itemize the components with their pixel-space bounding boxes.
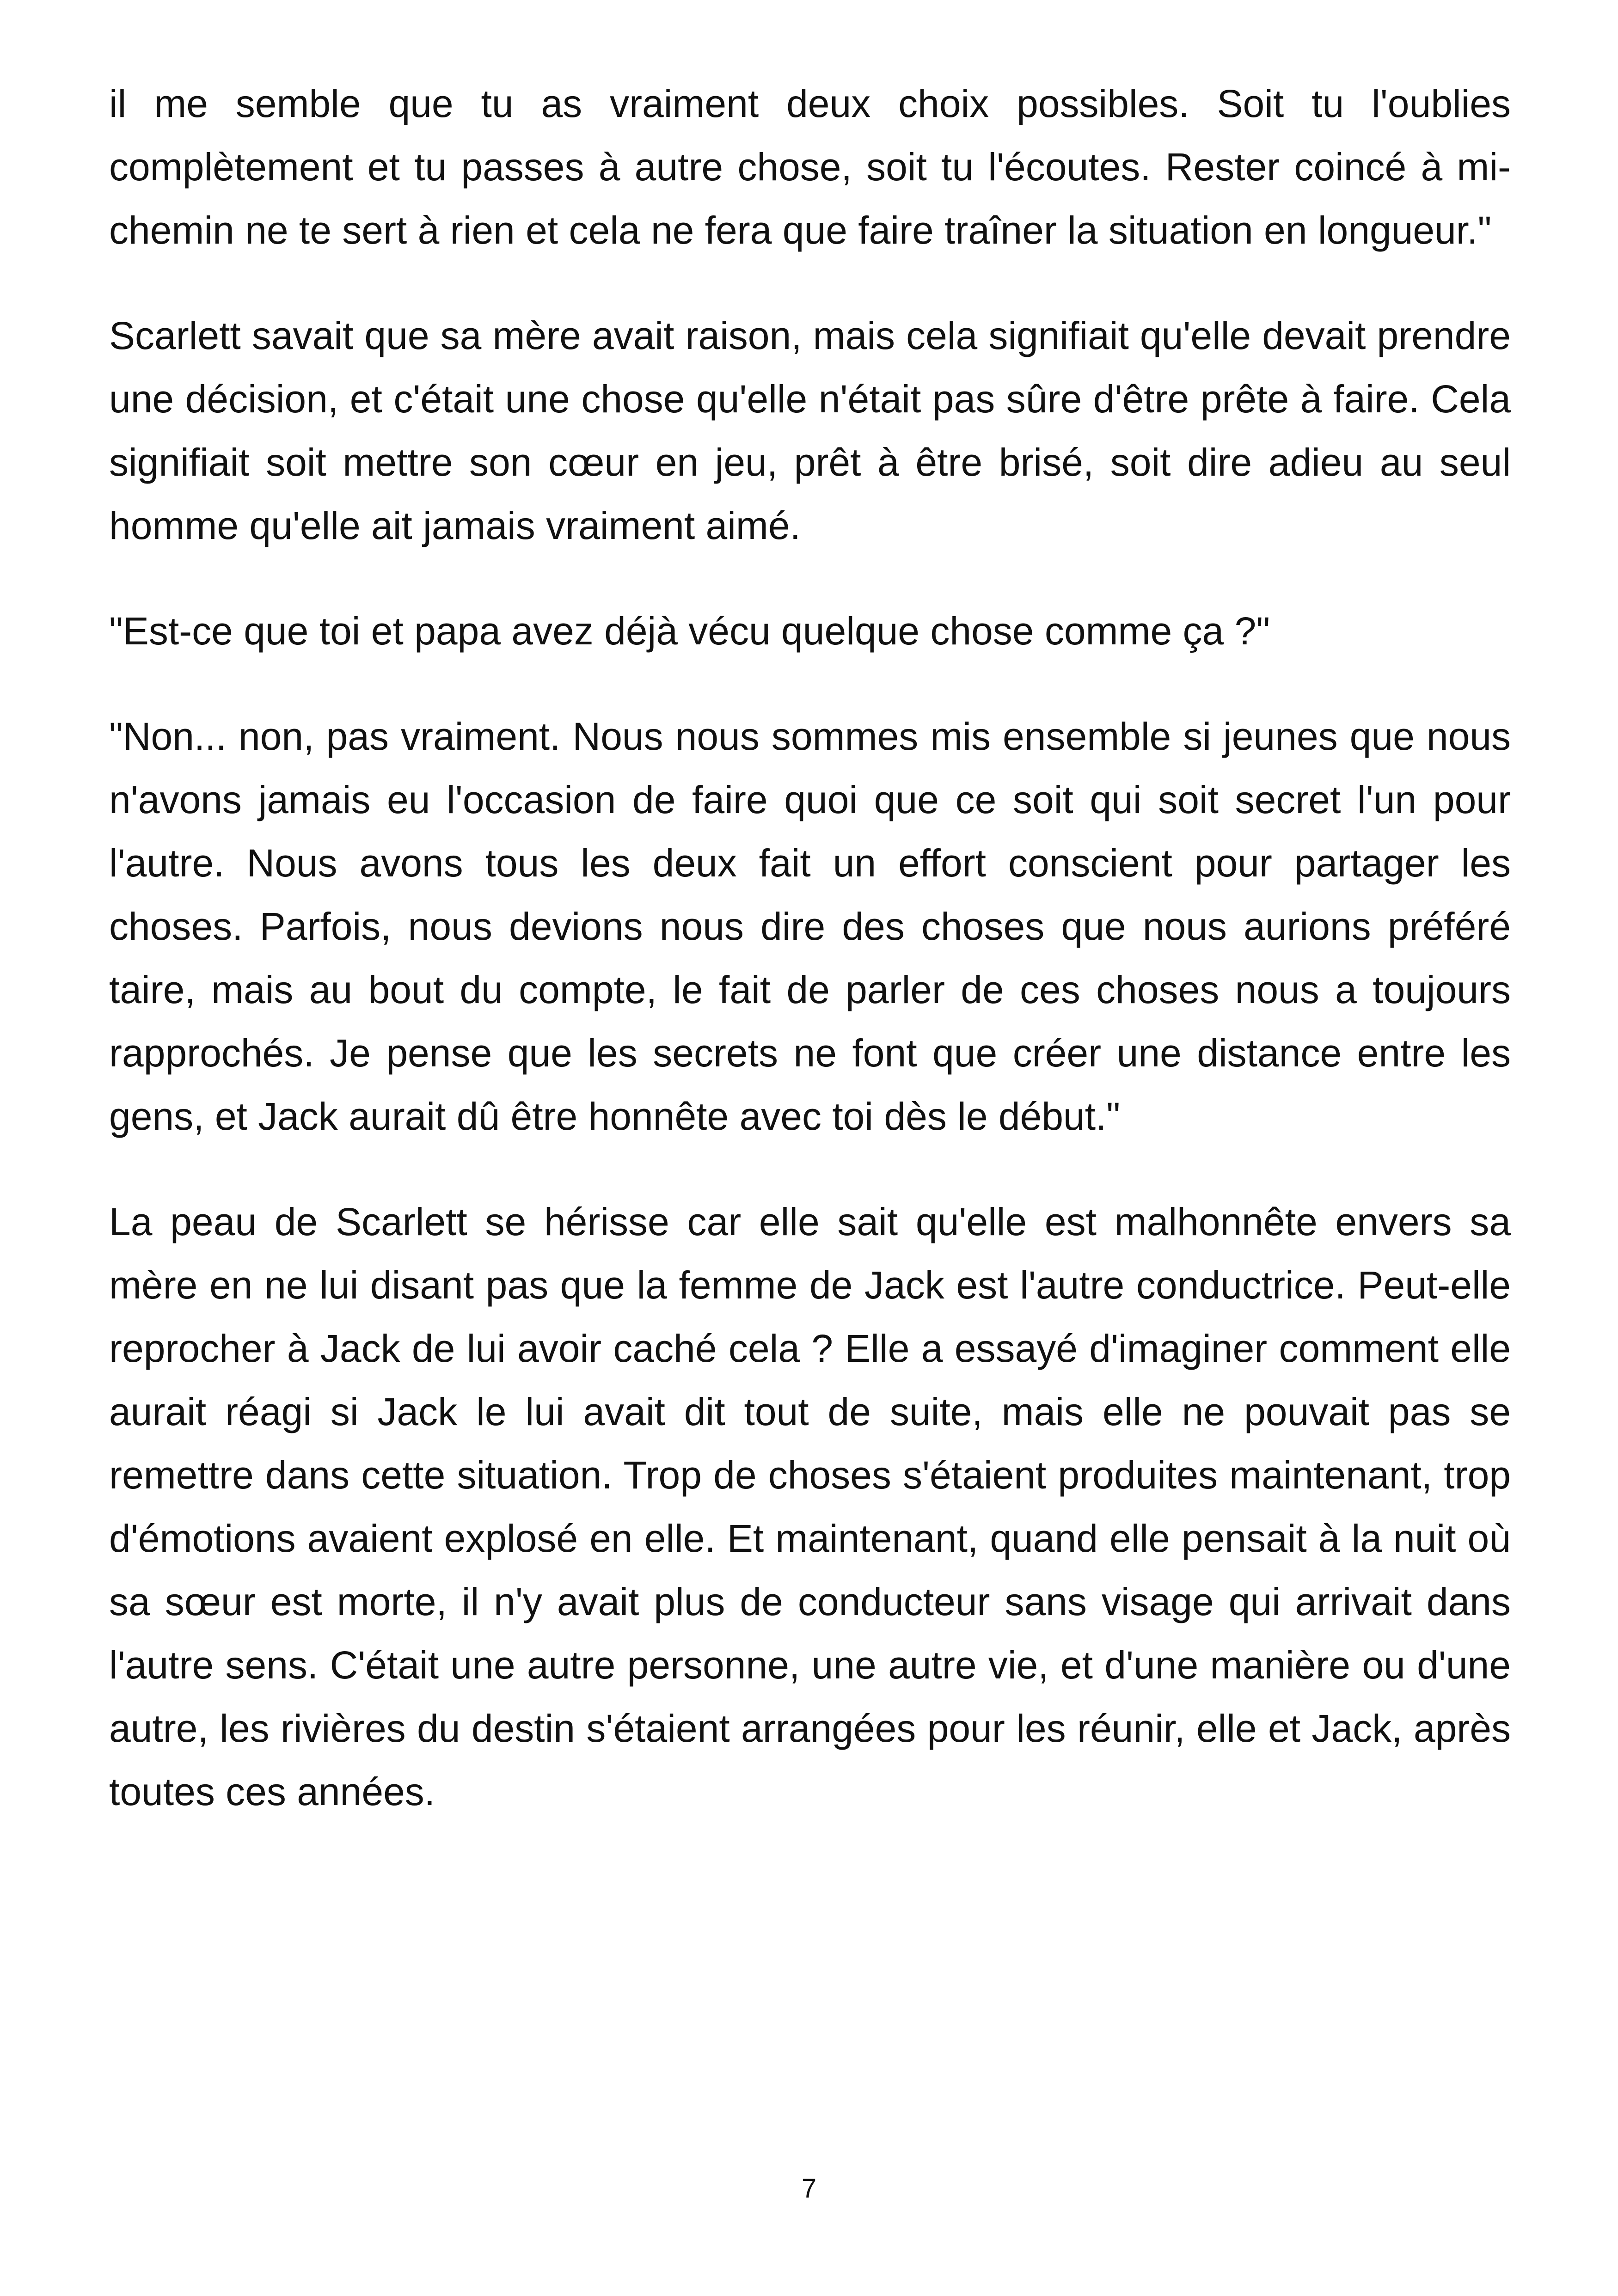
paragraph: "Est-ce que toi et papa avez déjà vécu quelque chose comme ça ?" [109,609,1270,653]
paragraph: Scarlett savait que sa mère avait raison, mais cela signifiait qu'elle devait prendre une décision, et c'était une chose qu'elle n'était pas sûre d'être prête à faire. Cela signifiait soit mettre son cœur en jeu, prêt à être brisé, soit dire adieu au seul homme qu'elle ait jamais vraiment aimé. [109,314,1511,547]
paragraph: La peau de Scarlett se hérisse car elle sait qu'elle est malhonnête envers sa mère en ne lui disant pas que la femme de Jack est l'autre conductrice. Peut-elle reprocher à Jack de lui avoir caché cela ? Elle a essayé d'imaginer comment elle aurait réagi si Jack le lui avait dit tout de suite, mais elle ne pouvait pas se remettre dans cette situation. Trop de choses s'étaient produites maintenant, trop d'émotions avaient explosé en elle. Et maintenant, quand elle pensait à la nuit où sa sœur est morte, il n'y avait plus de conducteur sans visage qui arrivait dans l'autre sens. C'était une autre personne, une autre vie, et d'une manière ou d'une autre, les rivières du destin s'étaient arrangées pour les réunir, elle et Jack, après toutes ces années. [109,1200,1511,1813]
page-number: 7 [801,2174,817,2204]
paragraph: "Non... non, pas vraiment. Nous nous sommes mis ensemble si jeunes que nous n'avons jamais eu l'occasion de faire quoi que ce soit qui soit secret l'un pour l'autre. Nous avons tous les deux fait un effort conscient pour partager les choses. Parfois, nous devions nous dire des choses que nous aurions préféré taire, mais au bout du compte, le fait de parler de ces choses nous a toujours rapprochés. Je pense que les secrets ne font que créer une distance entre les gens, et Jack aurait dû être honnête avec toi dès le début." [109,715,1511,1138]
paragraph: il me semble que tu as vraiment deux choix possibles. Soit tu l'oublies complètement et tu passes à autre chose, soit tu l'écoutes. Rester coincé à mi-chemin ne te sert à rien et cela ne fera que faire traîner la situation en longueur." [109,82,1511,252]
body-text [109,72,1511,1866]
